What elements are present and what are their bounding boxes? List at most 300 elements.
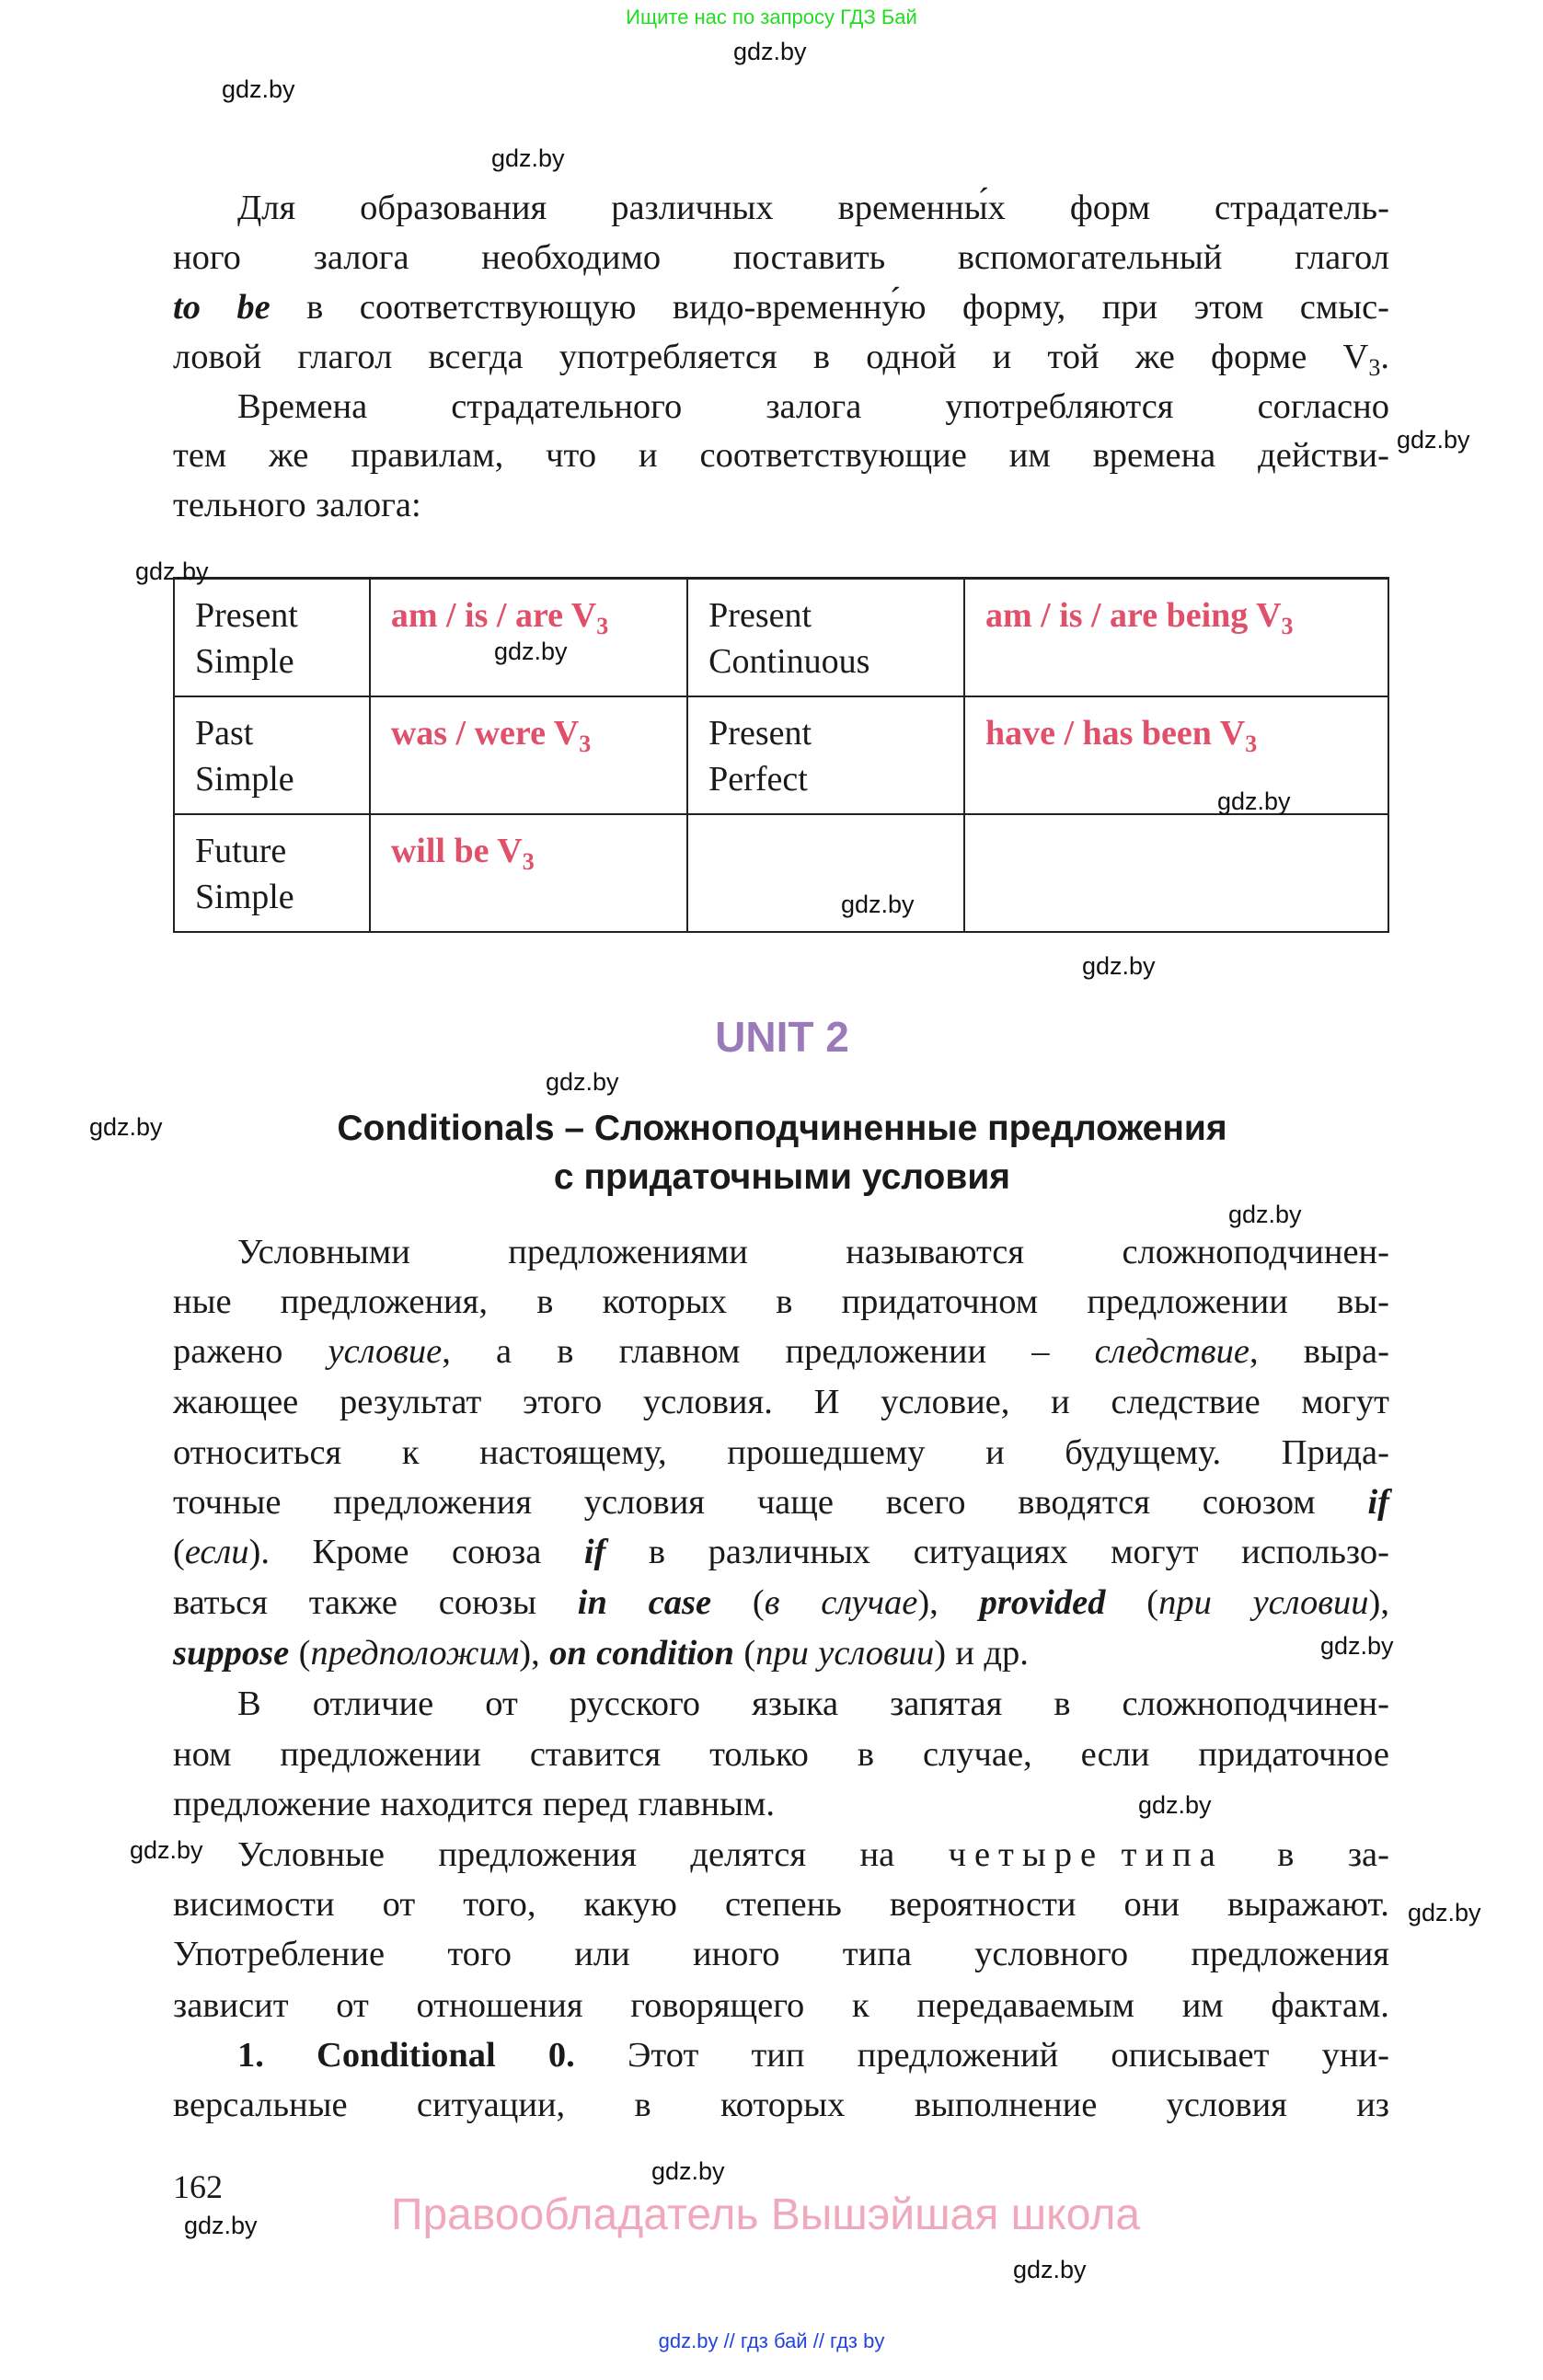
text-run: provided [979, 1583, 1106, 1622]
word [1123, 1227, 1389, 1277]
word [708, 1527, 870, 1577]
word [280, 1730, 481, 1779]
word [1146, 1578, 1212, 1627]
word [720, 2080, 845, 2130]
word [886, 1477, 966, 1527]
text-run: а [496, 1332, 512, 1371]
text-run: ( [1146, 1583, 1159, 1622]
word [173, 1929, 385, 1979]
word [314, 233, 409, 282]
text-run: др. [984, 1634, 1029, 1673]
word [173, 1578, 268, 1627]
tense-name: Simple [195, 642, 294, 681]
text-run: страдательного [451, 387, 683, 426]
word [1123, 1679, 1389, 1729]
word [628, 2030, 698, 2080]
text-run: союзом [1202, 1483, 1316, 1522]
page-number: 162 [173, 2168, 223, 2205]
watermark: gdz.by [1138, 1791, 1212, 1819]
text-run: in [577, 1583, 607, 1622]
word [985, 1428, 1005, 1477]
word [281, 1277, 488, 1327]
text-run: русского [569, 1684, 701, 1723]
text-run: и [955, 1634, 975, 1673]
section-heading: Conditionals – Сложноподчиненные предложения [337, 1109, 1227, 1148]
watermark: gdz.by [546, 1068, 619, 1096]
word [649, 1527, 665, 1577]
text-run: различных [611, 189, 774, 227]
word [479, 1428, 666, 1477]
text-run: V [1342, 338, 1369, 376]
text-run: предложений [857, 2036, 1059, 2075]
word [402, 1428, 420, 1477]
text-line [173, 1730, 1389, 1779]
watermark: gdz.by [1013, 2256, 1087, 2283]
text-line [173, 1377, 1389, 1427]
word [173, 1628, 289, 1678]
word [766, 382, 861, 431]
word [699, 431, 966, 480]
word [842, 1277, 1039, 1327]
word [915, 2080, 1098, 2130]
form-cell [964, 579, 1388, 697]
text-run: к [851, 1986, 869, 2025]
text-run: фактам. [1271, 1986, 1389, 2025]
text-run: временны́х [837, 189, 1006, 227]
text-run: от [336, 1986, 369, 2025]
text-run: будущему. [1065, 1433, 1222, 1472]
text-run: вспомогательный [957, 238, 1223, 277]
word [570, 1679, 700, 1729]
text-run: также [308, 1583, 398, 1622]
word [858, 1730, 874, 1779]
text-run: использо- [1241, 1533, 1389, 1571]
word [173, 1377, 298, 1427]
text-line [173, 1981, 1389, 2030]
table-row [174, 696, 1388, 814]
text-run: вы- [1337, 1282, 1389, 1321]
text-line [173, 1477, 1389, 1527]
text-run: – [1031, 1332, 1050, 1371]
word [619, 1327, 741, 1376]
text-run: им [1008, 436, 1051, 475]
search-hint: Ищите нас по запросу ГДЗ Бай [626, 6, 917, 29]
word [438, 1830, 637, 1880]
text-run: , [442, 1332, 451, 1371]
text-run: иного [692, 1935, 780, 1973]
word [1051, 1377, 1070, 1427]
text-run: условия [1166, 2086, 1287, 2124]
word [752, 1679, 838, 1729]
text-run: запятая [890, 1684, 1003, 1723]
word [380, 1779, 533, 1829]
word [523, 1377, 602, 1427]
text-run: главном [618, 1332, 741, 1371]
word [923, 1730, 1032, 1779]
word [173, 1428, 341, 1477]
text-run: согласно [1257, 387, 1389, 426]
text-run: 0. [547, 2036, 575, 2075]
subscript: 3 [1368, 354, 1381, 381]
word [173, 1981, 289, 2030]
text-run: прошедшему [727, 1433, 926, 1472]
watermark: gdz.by [841, 891, 915, 918]
text-run: зависит [173, 1986, 289, 2025]
word [753, 1578, 780, 1627]
text-run: форме [1211, 338, 1307, 376]
text-run: ситуации, [416, 2086, 566, 2124]
word [881, 1377, 1009, 1427]
watermark: gdz.by [1217, 788, 1291, 815]
text-line [173, 332, 1389, 382]
text-run: if [583, 1533, 606, 1571]
word [340, 1377, 481, 1427]
word [237, 1679, 261, 1729]
text-run: , [1249, 1332, 1259, 1371]
text-run: точные [173, 1483, 282, 1522]
text-run: ), [519, 1634, 540, 1673]
word [813, 332, 830, 382]
word [417, 2080, 565, 2130]
word [530, 1730, 661, 1779]
word [1031, 1327, 1049, 1376]
word [297, 332, 392, 382]
text-run: соответствующие [699, 436, 967, 475]
text-run: вероятности [889, 1885, 1077, 1924]
text-run: описывает [1111, 2036, 1270, 2075]
word [945, 382, 1173, 431]
table-row [174, 579, 1388, 697]
word [1047, 332, 1099, 382]
text-run: тем [173, 436, 227, 475]
word [173, 282, 201, 332]
text-run: придаточном [841, 1282, 1039, 1321]
word [299, 1628, 540, 1678]
text-run: видо-временну́ю [672, 288, 927, 327]
text-run: в [1054, 1684, 1071, 1723]
word [269, 431, 308, 480]
text-run: одной [866, 338, 957, 376]
tense-name: Present [708, 596, 812, 635]
word [1054, 1679, 1070, 1729]
text-run: степень [724, 1885, 842, 1924]
text-run: Для [237, 189, 296, 227]
word [1300, 282, 1389, 332]
word [1277, 1830, 1294, 1880]
text-run: и [638, 436, 658, 475]
word [481, 233, 661, 282]
text-run: в [536, 1282, 554, 1321]
word [776, 1277, 792, 1327]
word [611, 183, 773, 233]
word [584, 1477, 705, 1527]
text-line [173, 1527, 1389, 1577]
text-run: поставить [732, 238, 886, 277]
word [548, 2030, 575, 2080]
text-run: или [574, 1935, 630, 1973]
word [536, 1277, 553, 1327]
text-line [173, 1428, 1389, 1477]
text-run: форм [1069, 189, 1151, 227]
text-run: типа [842, 1935, 912, 1973]
text-run: предложения [438, 1835, 637, 1874]
word [916, 1981, 1134, 2030]
text-run: suppose [173, 1634, 290, 1673]
word [549, 1628, 587, 1678]
word [649, 1578, 711, 1627]
word [1215, 183, 1389, 233]
text-run: этого [523, 1383, 603, 1421]
text-run: залога: [316, 486, 421, 524]
word [821, 1578, 938, 1627]
empty-cell [687, 814, 964, 932]
word [1111, 2030, 1269, 2080]
word [1194, 282, 1264, 332]
tense-name: Present [195, 596, 298, 635]
text-line [173, 431, 1389, 480]
text-run: в [776, 1282, 793, 1321]
text-run: жающее [173, 1383, 299, 1421]
word [786, 1327, 987, 1376]
word [603, 1277, 727, 1327]
word [173, 480, 306, 530]
word [1337, 1277, 1389, 1327]
copyright-holder: Правообладатель Вышэйшая школа [390, 2190, 1141, 2239]
text-run: чаще [756, 1483, 834, 1522]
word [1111, 1377, 1260, 1427]
word [1301, 1377, 1388, 1427]
text-line [173, 1628, 1389, 1678]
text-run: ражено [173, 1332, 283, 1371]
text-run: при [1158, 1583, 1212, 1622]
word [984, 1628, 1028, 1678]
text-run: 1. [237, 2036, 264, 2075]
word [890, 1880, 1077, 1929]
word [485, 1679, 518, 1729]
tense-name: Continuous [708, 642, 870, 681]
word [451, 382, 682, 431]
text-run: в [1277, 1835, 1295, 1874]
word [351, 431, 503, 480]
text-run: Условные [237, 1835, 385, 1874]
word [173, 431, 226, 480]
text-run: Употребление [173, 1935, 386, 1973]
text-run: condition [596, 1634, 734, 1673]
subscript: 3 [522, 848, 535, 875]
word [173, 1779, 371, 1829]
footer-links[interactable]: gdz.by // гдз бай // гдз by [658, 2329, 885, 2352]
word [584, 1527, 606, 1577]
text-run: смыс- [1299, 288, 1389, 327]
text-run: в [648, 1533, 666, 1571]
text-run: ), [917, 1583, 938, 1622]
word [1227, 1880, 1389, 1929]
text-run: выполнение [914, 2086, 1098, 2124]
word [237, 2030, 264, 2080]
text-run: ). [248, 1533, 270, 1571]
word [858, 2030, 1059, 2080]
word [814, 1377, 840, 1427]
tense-name: Present [708, 714, 812, 753]
text-run: Условными [237, 1233, 410, 1271]
text-run: случае, [922, 1735, 1032, 1774]
text-run: относиться [173, 1433, 342, 1472]
text-run: уни- [1321, 2036, 1389, 2075]
word [173, 1527, 270, 1577]
text-run: при [755, 1634, 809, 1673]
word [958, 233, 1222, 282]
text-run: предложения, [280, 1282, 488, 1321]
word [596, 1628, 734, 1678]
watermark: gdz.by [1082, 952, 1156, 980]
text-run: условного [974, 1935, 1129, 1973]
word [1343, 332, 1389, 382]
text-run: be [236, 288, 271, 327]
subscript: 3 [1281, 613, 1294, 639]
text-run: предложении [1087, 1282, 1288, 1321]
word [463, 1880, 535, 1929]
text-run: следствие [1111, 1383, 1261, 1421]
word [751, 2030, 804, 2080]
text-run: образования [360, 189, 547, 227]
word [1095, 1327, 1259, 1376]
text-run: выражают. [1227, 1885, 1389, 1924]
subscript: 3 [596, 613, 609, 639]
text-run: ные [173, 1282, 232, 1321]
word [693, 1929, 780, 1979]
text-run: ( [298, 1634, 311, 1673]
text-run: языка [752, 1684, 839, 1723]
text-run: результат [340, 1383, 482, 1421]
text-run: отношения [416, 1986, 583, 2025]
text-run: условие [328, 1332, 443, 1371]
text-run: той [1047, 338, 1100, 376]
word [743, 1628, 809, 1678]
word [306, 282, 323, 332]
word [578, 1578, 607, 1627]
word [173, 1277, 232, 1327]
tense-cell [174, 579, 370, 697]
text-run: Conditional [317, 2036, 496, 2075]
text-run: глагол [297, 338, 393, 376]
word [313, 1527, 409, 1577]
word [1241, 1527, 1389, 1577]
text-run: ( [743, 1634, 756, 1673]
word [173, 332, 261, 382]
text-run: необходимо [481, 238, 662, 277]
watermark: gdz.by [1320, 1632, 1394, 1660]
passive-form: am / is / are V [390, 596, 597, 635]
word [818, 1628, 946, 1678]
text-run: в [306, 288, 324, 327]
word [360, 282, 637, 332]
text-run: ) [934, 1634, 947, 1673]
text-run: предложении [785, 1332, 987, 1371]
word [383, 1880, 416, 1929]
word [639, 431, 658, 480]
text-run: делятся [690, 1835, 807, 1874]
word [1258, 382, 1389, 431]
watermark: gdz.by [1408, 1899, 1481, 1926]
text-line [173, 233, 1389, 282]
text-run: от [485, 1684, 518, 1723]
word [173, 233, 241, 282]
passive-form: will be V [390, 832, 523, 870]
tense-name: Perfect [708, 760, 808, 799]
word [574, 1929, 629, 1979]
word [428, 332, 523, 382]
text-run: в [764, 1583, 780, 1622]
word [1322, 2030, 1389, 2080]
word [1135, 332, 1175, 382]
word [838, 183, 1006, 233]
word [733, 233, 885, 282]
tense-cell [687, 579, 964, 697]
tense-name: Simple [195, 760, 294, 799]
word [1070, 183, 1150, 233]
text-run: за- [1347, 1835, 1389, 1874]
text-run: И [813, 1383, 840, 1421]
text-run: условия. [642, 1383, 773, 1421]
text-line [173, 1679, 1389, 1729]
text-run: только [709, 1735, 809, 1774]
text-line [173, 183, 1389, 233]
text-run: сложноподчинен- [1122, 1233, 1389, 1271]
word [634, 2080, 651, 2130]
watermark: gdz.by [491, 144, 565, 172]
passive-form: am / is / are being V [985, 596, 1282, 635]
word [1087, 1277, 1288, 1327]
text-run: союза [451, 1533, 542, 1571]
word [859, 1830, 894, 1880]
word [237, 183, 295, 233]
text-run: условие, [881, 1383, 1010, 1421]
subscript: 3 [579, 730, 592, 757]
word [237, 382, 367, 431]
text-run: передаваемым [916, 1986, 1135, 2025]
text-line [173, 1227, 1389, 1277]
text-line [173, 2030, 1389, 2080]
text-run: Прида- [1281, 1433, 1389, 1472]
word [584, 1880, 677, 1929]
tense-name: Future [195, 832, 287, 870]
form-cell [964, 696, 1388, 814]
word [1009, 431, 1051, 480]
text-run: всегда [428, 338, 524, 376]
text-run: ), [1368, 1583, 1389, 1622]
text-run: придаточное [1198, 1735, 1389, 1774]
text-run: в [857, 1735, 875, 1774]
word [1093, 431, 1216, 480]
text-run: называются [846, 1233, 1025, 1271]
text-run: которых [602, 1282, 727, 1321]
text-run: следствие [1094, 1332, 1249, 1371]
word [709, 1730, 809, 1779]
text-run: этом [1193, 288, 1264, 327]
word [630, 1981, 804, 2030]
text-run: страдатель- [1215, 189, 1389, 227]
text-run: отличие [312, 1684, 434, 1723]
text-run: четыре типа [948, 1835, 1224, 1874]
text-run: в [557, 1332, 574, 1371]
word [1167, 2080, 1287, 2130]
text-run: Кроме [312, 1533, 409, 1571]
text-run: висимости [173, 1885, 335, 1924]
text-run: что [546, 436, 597, 475]
word [890, 1679, 1002, 1729]
word [1018, 1477, 1150, 1527]
word [1065, 1428, 1221, 1477]
